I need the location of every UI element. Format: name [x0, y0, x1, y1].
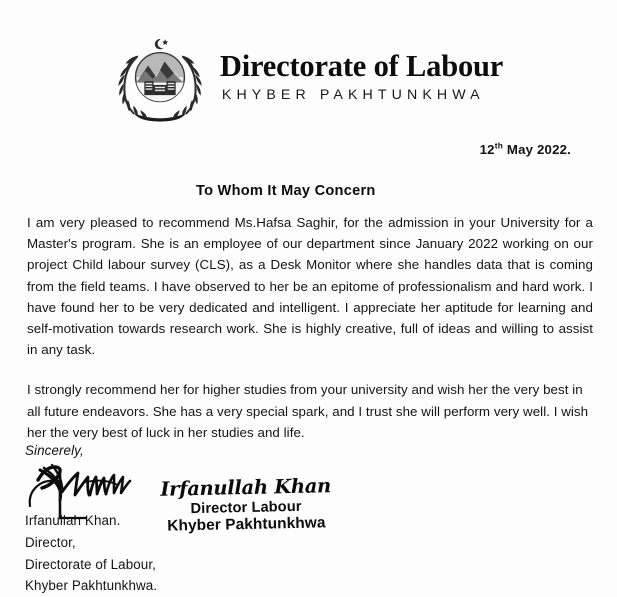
organization-title: Directorate of Labour: [219, 48, 504, 83]
stamp-role: Director Labour: [190, 498, 302, 517]
government-crest-icon: [114, 33, 206, 125]
signer-title: Director,: [25, 534, 76, 550]
letter-subject: To Whom It May Concern: [196, 183, 376, 199]
signer-region: Khyber Pakhtunkhwa.: [25, 578, 158, 594]
signer-details: [25, 510, 157, 597]
date-rest: May 2022.: [503, 142, 571, 157]
letterhead-text: [219, 48, 504, 107]
signer-office: Directorate of Labour,: [25, 556, 156, 572]
letter-body: [27, 212, 593, 443]
date-ordinal: th: [494, 140, 504, 151]
date-day: 12: [479, 142, 495, 157]
organization-subtitle: KHYBER PAKHTUNKHWA: [221, 87, 485, 104]
letter-date: [480, 142, 571, 157]
letterhead: [0, 33, 617, 125]
body-paragraph-2: I strongly recommend her for higher studies from your university and wish her the very best in all future endeavors. She has a very special spark, and I trust she will perform very well. I wish her the very best of luck in her studies and life.: [27, 382, 589, 440]
official-stamp: [145, 476, 346, 535]
stamp-name: Irfanullah Khan: [160, 474, 332, 501]
signer-name: Irfanullah Khan.: [25, 513, 121, 528]
closing-salutation: Sincerely,: [25, 443, 84, 458]
stamp-region: Khyber Pakhtunkhwa: [167, 514, 326, 535]
body-paragraph-1: I am very pleased to recommend Ms.Hafsa Saghir, for the admission in your University for a Master's program. She is an employee of our department since January 2022 working on our project Child labour survey (CLS), as a Desk Monitor where she handles data that is coming from the field teams. I have observed to her be an epitome of professionalism and hard work. I have found her to be very dedicated and intelligent. I appreciate her aptitude for learning and self-motivation towards research work. She is highly creative, full of ideas and willing to assist in any task.: [27, 215, 593, 358]
